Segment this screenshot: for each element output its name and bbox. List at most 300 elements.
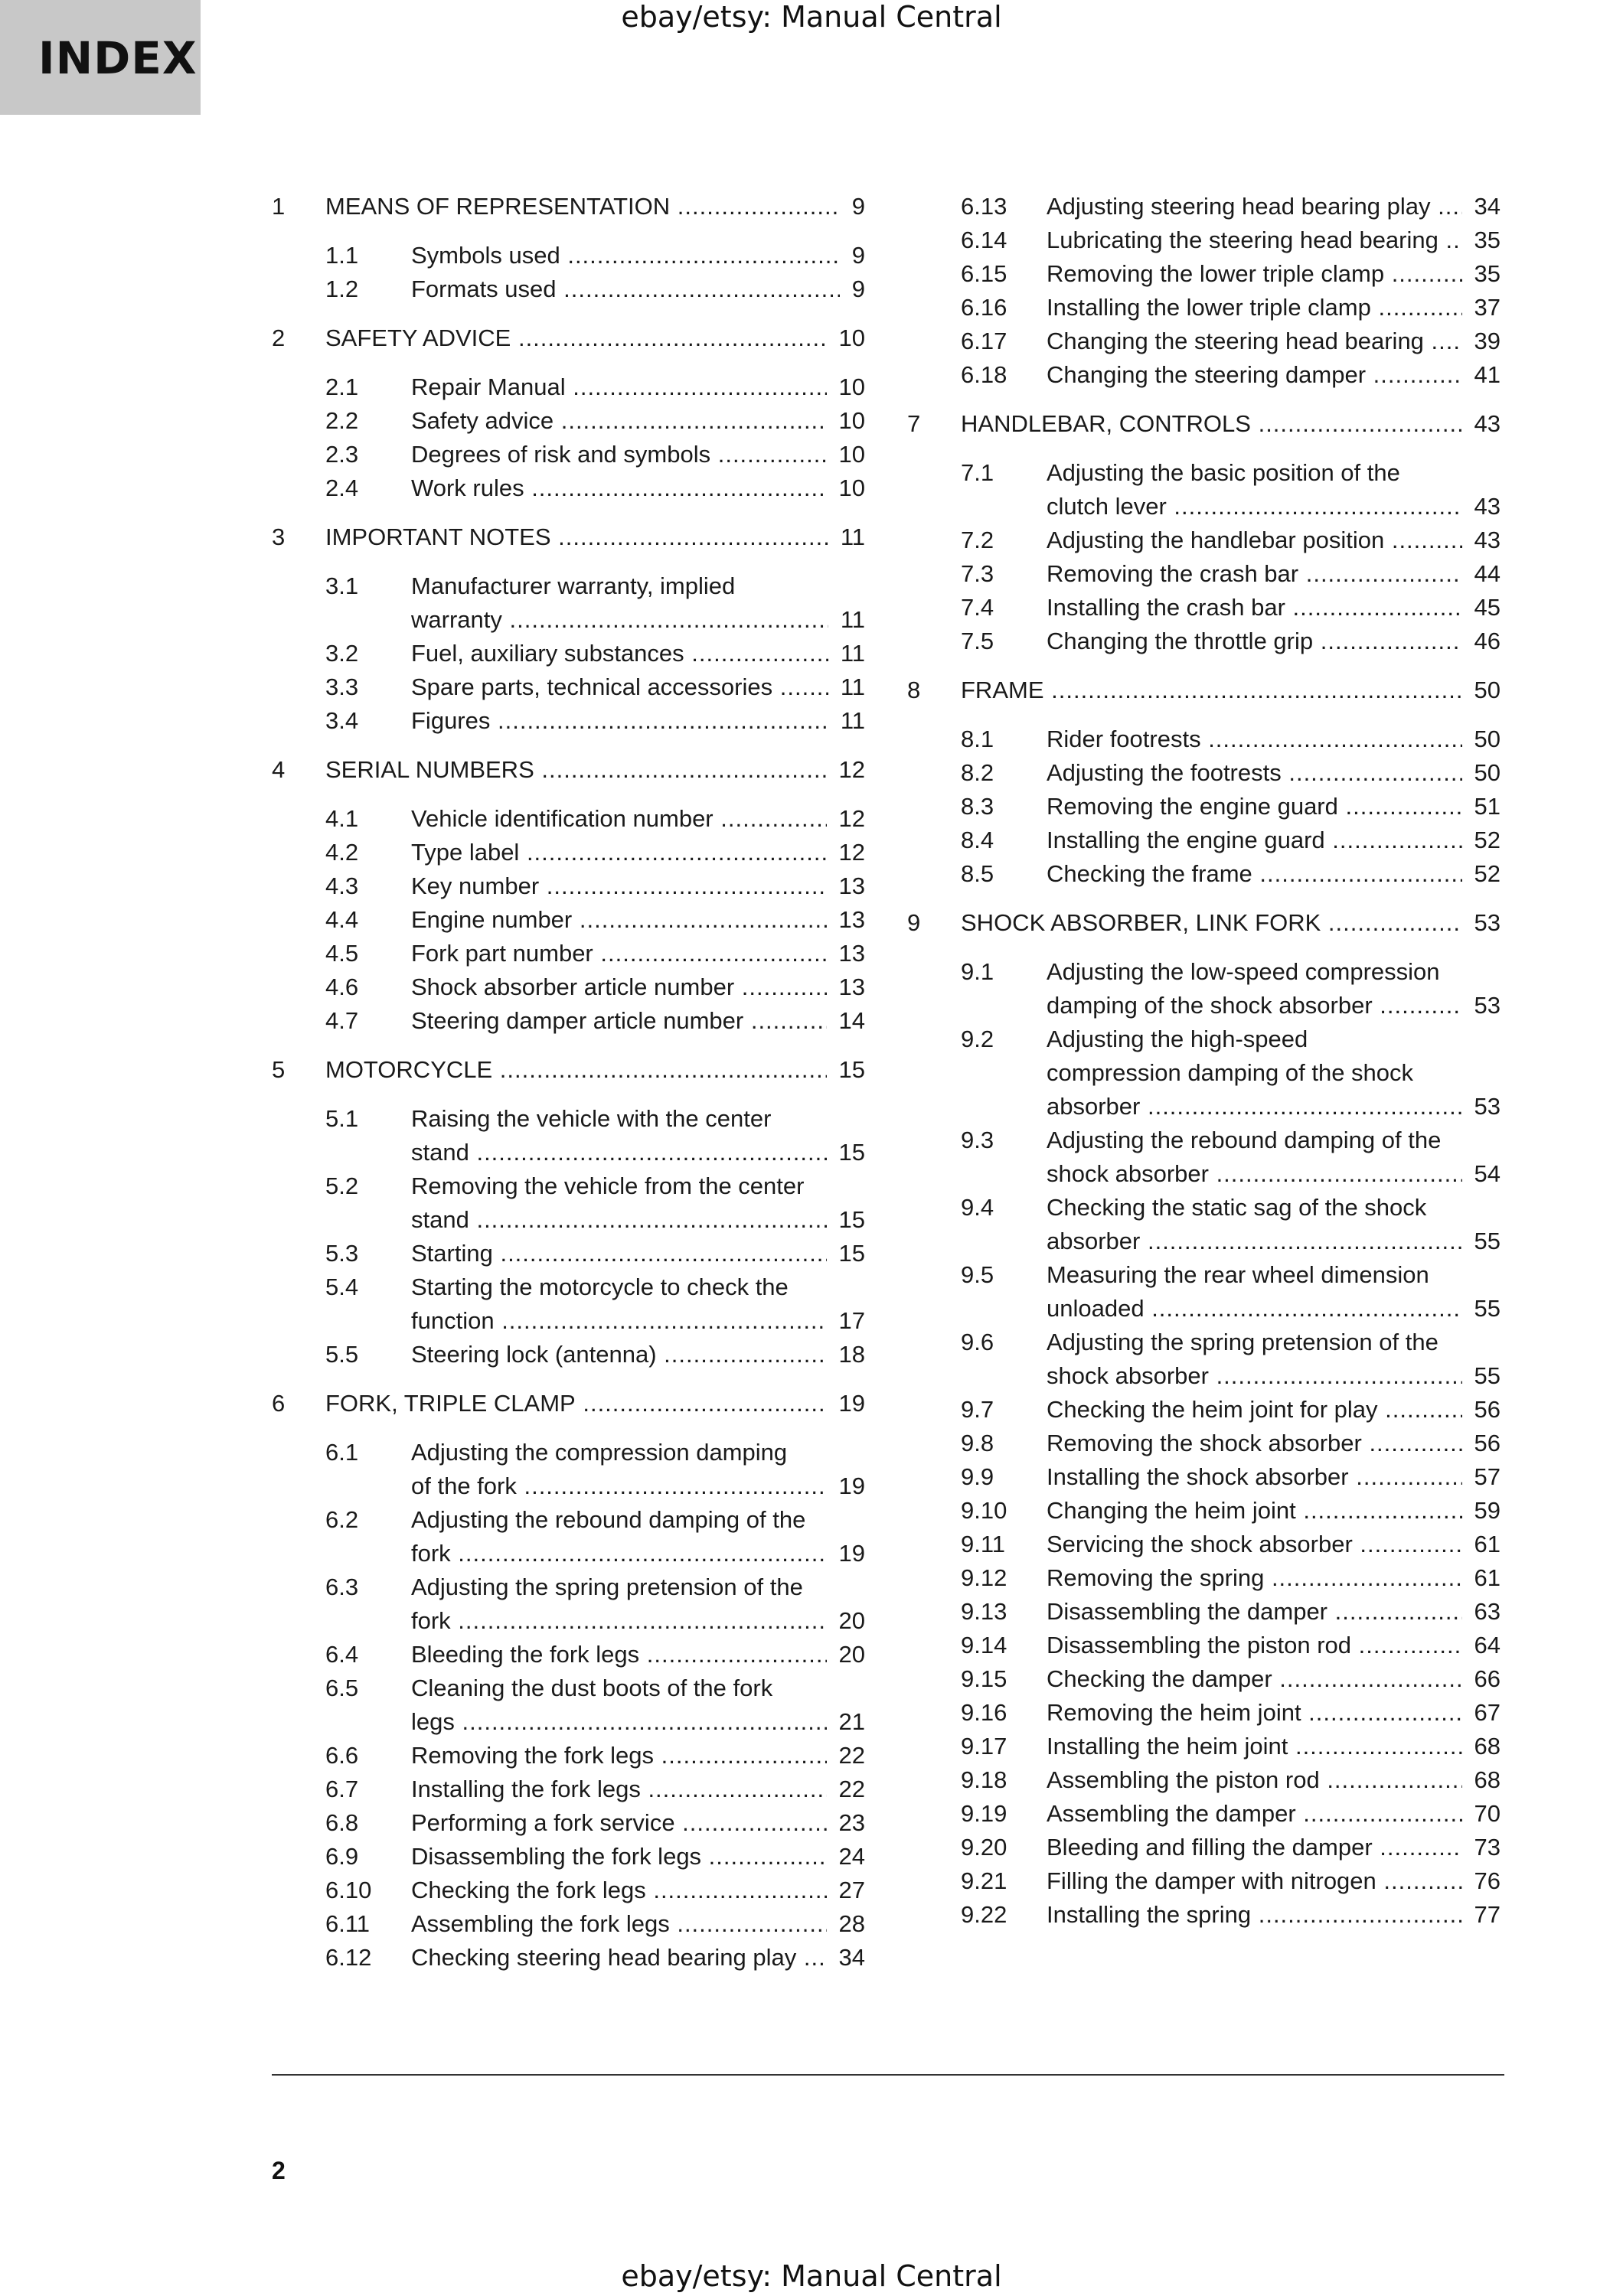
toc-entry[interactable] bbox=[272, 1004, 865, 1038]
entry-page: 61 bbox=[1474, 1564, 1501, 1591]
entry-page: 64 bbox=[1474, 1632, 1501, 1658]
toc-entry[interactable] bbox=[272, 1270, 865, 1338]
entry-title: Type label ..... bbox=[411, 836, 827, 869]
toc-entry[interactable] bbox=[907, 1460, 1501, 1494]
entry-number: 4.7 bbox=[325, 1007, 359, 1034]
entry-page: 23 bbox=[838, 1809, 865, 1836]
entry-title: Disassembling the fork legs ..... bbox=[411, 1840, 827, 1874]
chapter-number: 1 bbox=[272, 193, 286, 220]
entry-page: 73 bbox=[1474, 1834, 1501, 1861]
entry-page: 55 bbox=[1474, 1295, 1501, 1322]
entry-title: Assembling the fork legs ..... bbox=[411, 1907, 827, 1941]
entry-page: 18 bbox=[838, 1341, 865, 1368]
entry-title: Manufacturer warranty, implied warranty ..... bbox=[411, 569, 828, 637]
entry-page: 17 bbox=[838, 1307, 865, 1334]
entry-number: 5.3 bbox=[325, 1240, 359, 1267]
entry-number: 6.1 bbox=[325, 1439, 359, 1466]
entry-title: Symbols used ..... bbox=[411, 239, 840, 272]
toc-entry[interactable] bbox=[907, 1595, 1501, 1629]
entry-number: 9.12 bbox=[961, 1564, 1007, 1591]
entry-page: 13 bbox=[838, 906, 865, 933]
entry-page: 57 bbox=[1474, 1463, 1501, 1490]
entry-number: 9.4 bbox=[961, 1194, 994, 1221]
toc-chapter[interactable] bbox=[907, 673, 1501, 707]
entry-title: Installing the lower triple clamp ..... bbox=[1047, 291, 1462, 325]
entry-page: 20 bbox=[838, 1607, 865, 1634]
entry-title: Installing the engine guard ..... bbox=[1047, 823, 1462, 857]
entry-title: Removing the vehicle from the center stand ..... bbox=[411, 1169, 827, 1237]
chapter-page: 9 bbox=[851, 193, 865, 220]
entry-page: 63 bbox=[1474, 1598, 1501, 1625]
entry-number: 9.10 bbox=[961, 1497, 1007, 1524]
chapter-page: 10 bbox=[838, 325, 865, 351]
toc-entry[interactable] bbox=[907, 456, 1501, 523]
entry-number: 9.20 bbox=[961, 1834, 1007, 1861]
entry-page: 51 bbox=[1474, 793, 1501, 820]
entry-page: 37 bbox=[1474, 294, 1501, 321]
entry-page: 11 bbox=[840, 707, 865, 734]
entry-number: 6.3 bbox=[325, 1574, 359, 1600]
entry-number: 9.16 bbox=[961, 1699, 1007, 1726]
toc-entry[interactable] bbox=[272, 1102, 865, 1169]
toc-entry[interactable] bbox=[272, 1874, 865, 1907]
entry-title: Fuel, auxiliary substances ..... bbox=[411, 637, 828, 670]
toc-chapter[interactable] bbox=[272, 321, 865, 355]
entry-page: 35 bbox=[1474, 260, 1501, 287]
entry-title: Adjusting the rebound damping of the fork ..... bbox=[411, 1503, 827, 1570]
toc-entry[interactable] bbox=[907, 857, 1501, 891]
entry-page: 19 bbox=[838, 1540, 865, 1567]
entry-number: 6.9 bbox=[325, 1843, 359, 1870]
entry-number: 6.17 bbox=[961, 328, 1007, 354]
entry-title: Assembling the damper ..... bbox=[1047, 1797, 1462, 1831]
entry-page: 35 bbox=[1474, 227, 1501, 253]
entry-title: Bleeding and filling the damper ..... bbox=[1047, 1831, 1462, 1864]
entry-page: 15 bbox=[838, 1139, 865, 1166]
toc-chapter[interactable] bbox=[272, 1053, 865, 1087]
toc-entry[interactable] bbox=[272, 272, 865, 306]
entry-title: Installing the crash bar ..... bbox=[1047, 591, 1462, 625]
entry-page: 13 bbox=[838, 940, 865, 967]
entry-title: Checking the heim joint for play ..... bbox=[1047, 1393, 1462, 1427]
entry-number: 5.1 bbox=[325, 1105, 359, 1132]
entry-number: 8.1 bbox=[961, 726, 994, 752]
toc-entry[interactable] bbox=[907, 1528, 1501, 1561]
chapter-title: SERIAL NUMBERS ..... bbox=[325, 753, 827, 787]
chapter-title: SHOCK ABSORBER, LINK FORK ..... bbox=[961, 906, 1462, 940]
entry-title: Repair Manual ..... bbox=[411, 370, 827, 404]
chapter-page: 50 bbox=[1474, 677, 1501, 703]
entry-title: Spare parts, technical accessories ..... bbox=[411, 670, 828, 704]
chapter-number: 9 bbox=[907, 909, 921, 936]
toc-entry[interactable] bbox=[272, 1570, 865, 1638]
entry-page: 11 bbox=[840, 673, 865, 700]
entry-number: 6.18 bbox=[961, 361, 1007, 388]
entry-number: 9.22 bbox=[961, 1901, 1007, 1928]
toc-entry[interactable] bbox=[272, 239, 865, 272]
entry-number: 2.3 bbox=[325, 441, 359, 468]
entry-number: 2.2 bbox=[325, 407, 359, 434]
toc-entry[interactable] bbox=[907, 1864, 1501, 1898]
toc-chapter[interactable] bbox=[272, 753, 865, 787]
entry-page: 55 bbox=[1474, 1362, 1501, 1389]
entry-number: 9.1 bbox=[961, 958, 994, 985]
toc-entry[interactable] bbox=[272, 370, 865, 404]
entry-page: 53 bbox=[1474, 992, 1501, 1019]
toc-entry[interactable] bbox=[907, 790, 1501, 823]
entry-title: Servicing the shock absorber ..... bbox=[1047, 1528, 1462, 1561]
toc-entry[interactable] bbox=[907, 1763, 1501, 1797]
entry-number: 6.4 bbox=[325, 1641, 359, 1668]
entry-number: 4.1 bbox=[325, 805, 359, 832]
chapter-page: 11 bbox=[840, 523, 865, 550]
toc-entry[interactable] bbox=[272, 1237, 865, 1270]
toc-subsection-list bbox=[907, 456, 1501, 658]
entry-title: Shock absorber article number ..... bbox=[411, 970, 827, 1004]
toc-entry[interactable] bbox=[907, 823, 1501, 857]
entry-title: Degrees of risk and symbols ..... bbox=[411, 438, 827, 471]
chapter-page: 15 bbox=[838, 1056, 865, 1083]
chapter-number: 8 bbox=[907, 677, 921, 703]
entry-page: 9 bbox=[851, 242, 865, 269]
entry-number: 9.14 bbox=[961, 1632, 1007, 1658]
entry-title: Changing the throttle grip ..... bbox=[1047, 625, 1462, 658]
entry-title: Adjusting the handlebar position ..... bbox=[1047, 523, 1462, 557]
toc-entry[interactable] bbox=[907, 1393, 1501, 1427]
toc-entry[interactable] bbox=[272, 1941, 865, 1975]
entry-page: 34 bbox=[838, 1944, 865, 1971]
entry-page: 61 bbox=[1474, 1531, 1501, 1557]
toc-entry[interactable] bbox=[272, 1338, 865, 1371]
entry-number: 6.16 bbox=[961, 294, 1007, 321]
toc-entry[interactable] bbox=[907, 1831, 1501, 1864]
entry-number: 7.1 bbox=[961, 459, 994, 486]
entry-page: 10 bbox=[838, 407, 865, 434]
entry-number: 5.5 bbox=[325, 1341, 359, 1368]
entry-title: Lubricating the steering head bearing ..... bbox=[1047, 223, 1462, 257]
entry-page: 54 bbox=[1474, 1160, 1501, 1187]
index-tab-label: INDEX bbox=[38, 32, 198, 84]
toc-entry[interactable] bbox=[272, 704, 865, 738]
entry-title: Removing the engine guard ..... bbox=[1047, 790, 1462, 823]
entry-number: 7.2 bbox=[961, 527, 994, 553]
entry-page: 53 bbox=[1474, 1093, 1501, 1120]
toc-entry[interactable] bbox=[272, 1806, 865, 1840]
entry-title: Checking the fork legs ..... bbox=[411, 1874, 827, 1907]
entry-number: 9.18 bbox=[961, 1766, 1007, 1793]
toc-entry[interactable] bbox=[907, 1696, 1501, 1730]
entry-page: 56 bbox=[1474, 1430, 1501, 1456]
entry-number: 9.8 bbox=[961, 1430, 994, 1456]
entry-page: 19 bbox=[838, 1473, 865, 1499]
entry-number: 3.1 bbox=[325, 572, 359, 599]
entry-number: 6.7 bbox=[325, 1776, 359, 1802]
chapter-title: SAFETY ADVICE ..... bbox=[325, 321, 827, 355]
entry-number: 9.19 bbox=[961, 1800, 1007, 1827]
entry-page: 15 bbox=[838, 1206, 865, 1233]
toc-entry[interactable] bbox=[272, 670, 865, 704]
entry-page: 59 bbox=[1474, 1497, 1501, 1524]
entry-page: 24 bbox=[838, 1843, 865, 1870]
chapter-number: 3 bbox=[272, 523, 286, 550]
entry-number: 6.8 bbox=[325, 1809, 359, 1836]
toc-entry[interactable] bbox=[272, 1773, 865, 1806]
entry-number: 6.13 bbox=[961, 193, 1007, 220]
entry-page: 43 bbox=[1474, 493, 1501, 520]
entry-page: 43 bbox=[1474, 527, 1501, 553]
toc-entry[interactable] bbox=[907, 325, 1501, 358]
bottom-watermark: ebay/etsy: Manual Central bbox=[621, 2259, 1002, 2293]
chapter-page: 12 bbox=[838, 756, 865, 783]
chapter-title: HANDLEBAR, CONTROLS ..... bbox=[961, 407, 1462, 441]
entry-page: 15 bbox=[838, 1240, 865, 1267]
entry-title: Installing the shock absorber ..... bbox=[1047, 1460, 1462, 1494]
entry-number: 8.3 bbox=[961, 793, 994, 820]
entry-number: 2.4 bbox=[325, 475, 359, 501]
entry-title: Steering lock (antenna) ..... bbox=[411, 1338, 827, 1371]
entry-number: 8.5 bbox=[961, 860, 994, 887]
entry-page: 52 bbox=[1474, 860, 1501, 887]
toc-entry[interactable] bbox=[907, 291, 1501, 325]
toc-entry[interactable] bbox=[272, 1436, 865, 1503]
entry-title: Adjusting the basic position of the clutch lever ..... bbox=[1047, 456, 1462, 523]
chapter-title: FRAME ..... bbox=[961, 673, 1462, 707]
entry-number: 9.5 bbox=[961, 1261, 994, 1288]
chapter-page: 53 bbox=[1474, 909, 1501, 936]
entry-page: 13 bbox=[838, 872, 865, 899]
entry-number: 5.2 bbox=[325, 1172, 359, 1199]
toc-entry[interactable] bbox=[907, 1427, 1501, 1460]
entry-number: 6.6 bbox=[325, 1742, 359, 1769]
entry-page: 14 bbox=[838, 1007, 865, 1034]
toc-left-column bbox=[272, 190, 865, 1975]
toc-entry[interactable] bbox=[272, 1169, 865, 1237]
entry-title: Removing the fork legs ..... bbox=[411, 1739, 827, 1773]
toc-entry[interactable] bbox=[272, 404, 865, 438]
toc-chapter[interactable] bbox=[272, 1387, 865, 1420]
toc-entry[interactable] bbox=[907, 1326, 1501, 1393]
entry-number: 5.4 bbox=[325, 1274, 359, 1300]
entry-title: Measuring the rear wheel dimension unloaded ..... bbox=[1047, 1258, 1462, 1326]
entry-title: Removing the shock absorber ..... bbox=[1047, 1427, 1462, 1460]
entry-page: 52 bbox=[1474, 827, 1501, 853]
entry-number: 6.2 bbox=[325, 1506, 359, 1533]
toc-subsection-list bbox=[272, 370, 865, 505]
entry-title: Figures ..... bbox=[411, 704, 828, 738]
entry-title: Engine number ..... bbox=[411, 903, 827, 937]
entry-title: Checking the static sag of the shock absorber ..... bbox=[1047, 1191, 1462, 1258]
entry-title: Removing the heim joint ..... bbox=[1047, 1696, 1462, 1730]
toc-entry[interactable] bbox=[272, 1503, 865, 1570]
entry-title: Adjusting the compression damping of the fork ..... bbox=[411, 1436, 827, 1503]
chapter-number: 6 bbox=[272, 1390, 286, 1417]
entry-page: 56 bbox=[1474, 1396, 1501, 1423]
entry-page: 67 bbox=[1474, 1699, 1501, 1726]
entry-number: 3.2 bbox=[325, 640, 359, 667]
entry-number: 4.3 bbox=[325, 872, 359, 899]
toc-chapter[interactable] bbox=[907, 906, 1501, 940]
entry-page: 10 bbox=[838, 373, 865, 400]
chapter-page: 19 bbox=[838, 1390, 865, 1417]
entry-title: Changing the steering damper ..... bbox=[1047, 358, 1462, 392]
entry-number: 6.11 bbox=[325, 1910, 371, 1937]
entry-number: 4.4 bbox=[325, 906, 359, 933]
toc-subsection-list bbox=[907, 955, 1501, 1932]
entry-title: Adjusting the rebound damping of the shock absorber ..... bbox=[1047, 1124, 1462, 1191]
toc-entry[interactable] bbox=[907, 722, 1501, 756]
toc-entry[interactable] bbox=[272, 637, 865, 670]
entry-number: 6.12 bbox=[325, 1944, 372, 1971]
toc-entry[interactable] bbox=[907, 955, 1501, 1022]
entry-title: Safety advice ..... bbox=[411, 404, 827, 438]
toc-entry[interactable] bbox=[907, 1022, 1501, 1124]
entry-title: Checking steering head bearing play ..... bbox=[411, 1941, 827, 1975]
entry-page: 28 bbox=[838, 1910, 865, 1937]
entry-number: 9.2 bbox=[961, 1026, 994, 1052]
entry-title: Starting the motorcycle to check the function ..... bbox=[411, 1270, 827, 1338]
toc-entry[interactable] bbox=[907, 625, 1501, 658]
entry-number: 9.15 bbox=[961, 1665, 1007, 1692]
entry-page: 66 bbox=[1474, 1665, 1501, 1692]
entry-title: Disassembling the damper ..... bbox=[1047, 1595, 1462, 1629]
toc-subsection-list bbox=[272, 569, 865, 738]
entry-number: 9.6 bbox=[961, 1329, 994, 1355]
chapter-title: MEANS OF REPRESENTATION ..... bbox=[325, 190, 840, 223]
entry-number: 6.14 bbox=[961, 227, 1007, 253]
entry-title: Installing the fork legs ..... bbox=[411, 1773, 827, 1806]
entry-page: 77 bbox=[1474, 1901, 1501, 1928]
toc-subsection-list bbox=[907, 190, 1501, 392]
entry-page: 11 bbox=[840, 640, 865, 667]
entry-page: 50 bbox=[1474, 759, 1501, 786]
chapter-title: FORK, TRIPLE CLAMP ..... bbox=[325, 1387, 827, 1420]
entry-number: 6.5 bbox=[325, 1675, 359, 1701]
toc-entry[interactable] bbox=[272, 1840, 865, 1874]
entry-page: 12 bbox=[838, 839, 865, 866]
entry-page: 22 bbox=[838, 1776, 865, 1802]
entry-title: Adjusting steering head bearing play ..... bbox=[1047, 190, 1462, 223]
chapter-title: IMPORTANT NOTES ..... bbox=[325, 520, 828, 554]
toc-entry[interactable] bbox=[907, 1258, 1501, 1326]
entry-title: Rider footrests ..... bbox=[1047, 722, 1462, 756]
entry-title: Removing the crash bar ..... bbox=[1047, 557, 1462, 591]
toc-entry[interactable] bbox=[907, 1561, 1501, 1595]
entry-title: Vehicle identification number ..... bbox=[411, 802, 827, 836]
toc-entry[interactable] bbox=[272, 802, 865, 836]
page-number: 2 bbox=[272, 2157, 286, 2184]
toc-chapter[interactable] bbox=[272, 190, 865, 223]
entry-number: 2.1 bbox=[325, 373, 359, 400]
entry-number: 9.11 bbox=[961, 1531, 1006, 1557]
entry-page: 10 bbox=[838, 441, 865, 468]
toc-entry[interactable] bbox=[272, 569, 865, 637]
toc-entry[interactable] bbox=[272, 937, 865, 970]
entry-page: 46 bbox=[1474, 628, 1501, 654]
entry-page: 50 bbox=[1474, 726, 1501, 752]
entry-title: Checking the frame ..... bbox=[1047, 857, 1462, 891]
toc-entry[interactable] bbox=[907, 756, 1501, 790]
toc-entry[interactable] bbox=[907, 223, 1501, 257]
entry-title: Removing the spring ..... bbox=[1047, 1561, 1462, 1595]
toc-entry[interactable] bbox=[907, 190, 1501, 223]
entry-page: 55 bbox=[1474, 1228, 1501, 1254]
toc-entry[interactable] bbox=[272, 1739, 865, 1773]
entry-title: Adjusting the spring pretension of the shock absorber ..... bbox=[1047, 1326, 1462, 1393]
toc-entry[interactable] bbox=[272, 903, 865, 937]
toc-entry[interactable] bbox=[272, 836, 865, 869]
entry-title: Key number ..... bbox=[411, 869, 827, 903]
entry-title: Steering damper article number ..... bbox=[411, 1004, 827, 1038]
toc-entry[interactable] bbox=[907, 1730, 1501, 1763]
entry-page: 22 bbox=[838, 1742, 865, 1769]
entry-number: 7.4 bbox=[961, 594, 994, 621]
entry-number: 9.21 bbox=[961, 1867, 1007, 1894]
entry-number: 7.5 bbox=[961, 628, 994, 654]
toc-entry[interactable] bbox=[907, 1191, 1501, 1258]
entry-title: Disassembling the piston rod ..... bbox=[1047, 1629, 1462, 1662]
toc-entry[interactable] bbox=[907, 1662, 1501, 1696]
entry-page: 11 bbox=[840, 606, 865, 633]
toc-chapter[interactable] bbox=[907, 407, 1501, 441]
toc-entry[interactable] bbox=[272, 869, 865, 903]
toc-entry[interactable] bbox=[907, 557, 1501, 591]
entry-title: Work rules ..... bbox=[411, 471, 827, 505]
toc-entry[interactable] bbox=[272, 1638, 865, 1671]
toc-entry[interactable] bbox=[272, 970, 865, 1004]
toc-chapter[interactable] bbox=[272, 520, 865, 554]
entry-number: 6.15 bbox=[961, 260, 1007, 287]
entry-number: 4.2 bbox=[325, 839, 359, 866]
toc-subsection-list bbox=[272, 239, 865, 306]
toc-entry[interactable] bbox=[907, 358, 1501, 392]
toc-entry[interactable] bbox=[272, 471, 865, 505]
toc-entry[interactable] bbox=[907, 1629, 1501, 1662]
entry-number: 9.3 bbox=[961, 1127, 994, 1153]
entry-number: 8.4 bbox=[961, 827, 994, 853]
entry-page: 27 bbox=[838, 1877, 865, 1903]
entry-number: 9.17 bbox=[961, 1733, 1007, 1760]
toc-entry[interactable] bbox=[907, 1797, 1501, 1831]
footer-divider bbox=[272, 2074, 1504, 2076]
entry-page: 68 bbox=[1474, 1733, 1501, 1760]
toc-entry[interactable] bbox=[907, 1124, 1501, 1191]
entry-number: 4.6 bbox=[325, 974, 359, 1000]
entry-title: Filling the damper with nitrogen ..... bbox=[1047, 1864, 1462, 1898]
entry-number: 8.2 bbox=[961, 759, 994, 786]
entry-page: 41 bbox=[1474, 361, 1501, 388]
entry-page: 70 bbox=[1474, 1800, 1501, 1827]
entry-title: Adjusting the spring pretension of the fork ..... bbox=[411, 1570, 827, 1638]
toc-entry[interactable] bbox=[907, 523, 1501, 557]
entry-number: 1.2 bbox=[325, 276, 359, 302]
toc-entry[interactable] bbox=[272, 1907, 865, 1941]
entry-number: 6.10 bbox=[325, 1877, 372, 1903]
entry-page: 44 bbox=[1474, 560, 1501, 587]
entry-title: Installing the spring ..... bbox=[1047, 1898, 1462, 1932]
entry-title: Bleeding the fork legs ..... bbox=[411, 1638, 827, 1671]
entry-number: 1.1 bbox=[325, 242, 359, 269]
toc-entry[interactable] bbox=[907, 1494, 1501, 1528]
toc-entry[interactable] bbox=[272, 438, 865, 471]
entry-number: 9.7 bbox=[961, 1396, 994, 1423]
toc-entry[interactable] bbox=[907, 591, 1501, 625]
toc-subsection-list bbox=[907, 722, 1501, 891]
toc-entry[interactable] bbox=[907, 257, 1501, 291]
entry-title: Raising the vehicle with the center stand ..... bbox=[411, 1102, 827, 1169]
toc-entry[interactable] bbox=[272, 1671, 865, 1739]
toc-entry[interactable] bbox=[907, 1898, 1501, 1932]
entry-title: Adjusting the low-speed compression damping of the shock absorber ..... bbox=[1047, 955, 1462, 1022]
